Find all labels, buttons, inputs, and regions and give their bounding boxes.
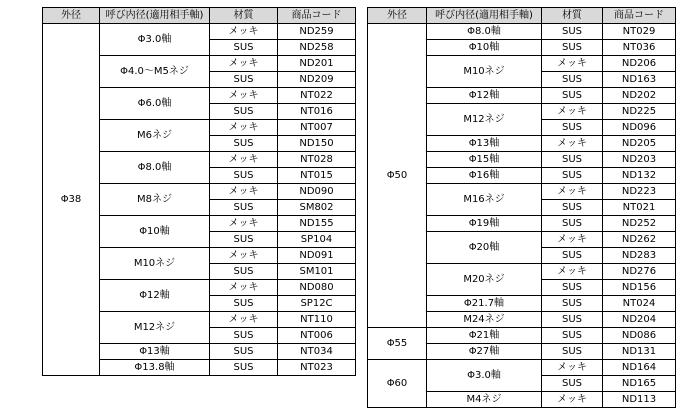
table-row [43,24,356,40]
outer-diameter-cell: Φ50 [368,24,427,328]
code-cell: NT021 [603,200,676,216]
code-cell: NT024 [603,296,676,312]
nominal-cell: Φ20軸 [427,232,542,264]
nominal-cell: Φ15軸 [427,152,542,168]
header-material: 材質 [542,8,603,24]
material-cell: メッキ [542,136,603,152]
nominal-cell: Φ19軸 [427,216,542,232]
material-cell: メッキ [210,88,278,104]
code-cell: ND283 [603,248,676,264]
nominal-cell: Φ4.0～M5ネジ [100,56,210,88]
outer-diameter-cell: Φ55 [368,328,427,360]
material-cell: SUS [210,136,278,152]
material-cell: SUS [210,360,278,376]
code-cell: NT028 [278,152,356,168]
material-cell: SUS [210,232,278,248]
spec-table-body [368,24,676,408]
code-cell: ND113 [603,392,676,408]
code-cell: ND164 [603,360,676,376]
material-cell: SUS [542,72,603,88]
material-cell: SUS [542,200,603,216]
nominal-cell: Φ16軸 [427,168,542,184]
material-cell: メッキ [542,104,603,120]
code-cell: ND206 [603,56,676,72]
header-nominal: 呼び内径(適用相手軸) [427,8,542,24]
code-cell: ND096 [603,120,676,136]
code-cell: NT022 [278,88,356,104]
code-cell: ND252 [603,216,676,232]
code-cell: ND209 [278,72,356,88]
nominal-cell: M12ネジ [427,104,542,136]
nominal-cell: Φ13.8軸 [100,360,210,376]
material-cell: SUS [210,168,278,184]
table-row [368,328,676,344]
code-cell: ND202 [603,88,676,104]
code-cell: ND262 [603,232,676,248]
material-cell: SUS [542,280,603,296]
material-cell: SUS [542,152,603,168]
code-cell: ND080 [278,280,356,296]
nominal-cell: Φ10軸 [427,40,542,56]
nominal-cell: M10ネジ [100,248,210,280]
code-cell: ND150 [278,136,356,152]
code-cell: SP104 [278,232,356,248]
nominal-cell: Φ10軸 [100,216,210,248]
material-cell: SUS [542,168,603,184]
code-cell: ND201 [278,56,356,72]
material-cell: SUS [542,24,603,40]
nominal-cell: Φ12軸 [100,280,210,312]
table-row [368,360,676,376]
material-cell: SUS [210,40,278,56]
header-outer: 外径 [368,8,427,24]
material-cell: SUS [542,120,603,136]
material-cell: メッキ [210,152,278,168]
nominal-cell: Φ3.0軸 [427,360,542,392]
spec-table-body [43,24,356,376]
code-cell: ND204 [603,312,676,328]
nominal-cell: M12ネジ [100,312,210,344]
code-cell: ND258 [278,40,356,56]
header-row [368,8,676,24]
nominal-cell: Φ27軸 [427,344,542,360]
material-cell: メッキ [542,264,603,280]
code-cell: NT006 [278,328,356,344]
code-cell: SM802 [278,200,356,216]
code-cell: NT016 [278,104,356,120]
code-cell: ND131 [603,344,676,360]
code-cell: NT034 [278,344,356,360]
header-row [43,8,356,24]
material-cell: メッキ [210,120,278,136]
header-code: 商品コード [278,8,356,24]
nominal-cell: Φ21.7軸 [427,296,542,312]
material-cell: メッキ [210,280,278,296]
code-cell: ND203 [603,152,676,168]
material-cell: メッキ [542,360,603,376]
material-cell: SUS [542,248,603,264]
nominal-cell: Φ3.0軸 [100,24,210,56]
outer-diameter-cell: Φ60 [368,360,427,408]
material-cell: SUS [542,216,603,232]
nominal-cell: M20ネジ [427,264,542,296]
material-cell: SUS [542,344,603,360]
nominal-cell: Φ21軸 [427,328,542,344]
code-cell: ND276 [603,264,676,280]
material-cell: SUS [542,328,603,344]
code-cell: NT015 [278,168,356,184]
code-cell: NT023 [278,360,356,376]
header-code: 商品コード [603,8,676,24]
code-cell: ND259 [278,24,356,40]
nominal-cell: Φ12軸 [427,88,542,104]
material-cell: SUS [542,312,603,328]
material-cell: メッキ [210,184,278,200]
material-cell: SUS [210,296,278,312]
material-cell: SUS [210,328,278,344]
code-cell: ND225 [603,104,676,120]
nominal-cell: Φ6.0軸 [100,88,210,120]
material-cell: SUS [542,376,603,392]
code-cell: ND091 [278,248,356,264]
header-material: 材質 [210,8,278,24]
nominal-cell: Φ13軸 [100,344,210,360]
code-cell: SP12C [278,296,356,312]
material-cell: メッキ [542,56,603,72]
code-cell: NT110 [278,312,356,328]
material-cell: SUS [542,296,603,312]
code-cell: ND205 [603,136,676,152]
code-cell: SM101 [278,264,356,280]
nominal-cell: M16ネジ [427,184,542,216]
material-cell: メッキ [210,312,278,328]
material-cell: メッキ [542,392,603,408]
code-cell: ND155 [278,216,356,232]
code-cell: ND165 [603,376,676,392]
spec-table-right [367,7,676,408]
nominal-cell: M10ネジ [427,56,542,88]
code-cell: ND086 [603,328,676,344]
code-cell: NT029 [603,24,676,40]
outer-diameter-cell: Φ38 [43,24,100,376]
spec-table-left [42,7,356,376]
nominal-cell: M4ネジ [427,392,542,408]
material-cell: SUS [210,344,278,360]
code-cell: ND223 [603,184,676,200]
code-cell: ND132 [603,168,676,184]
material-cell: SUS [542,88,603,104]
material-cell: SUS [210,72,278,88]
code-cell: NT036 [603,40,676,56]
material-cell: SUS [210,264,278,280]
material-cell: メッキ [542,232,603,248]
code-cell: ND163 [603,72,676,88]
material-cell: メッキ [210,248,278,264]
nominal-cell: M8ネジ [100,184,210,216]
code-cell: NT007 [278,120,356,136]
code-cell: ND090 [278,184,356,200]
table-row [368,24,676,40]
header-nominal: 呼び内径(適用相手軸) [100,8,210,24]
code-cell: ND156 [603,280,676,296]
material-cell: メッキ [542,184,603,200]
material-cell: メッキ [210,56,278,72]
nominal-cell: Φ13軸 [427,136,542,152]
nominal-cell: Φ8.0軸 [427,24,542,40]
nominal-cell: M6ネジ [100,120,210,152]
material-cell: SUS [542,40,603,56]
material-cell: SUS [210,104,278,120]
nominal-cell: Φ8.0軸 [100,152,210,184]
material-cell: SUS [210,200,278,216]
material-cell: メッキ [210,216,278,232]
nominal-cell: M24ネジ [427,312,542,328]
material-cell: メッキ [210,24,278,40]
header-outer: 外径 [43,8,100,24]
